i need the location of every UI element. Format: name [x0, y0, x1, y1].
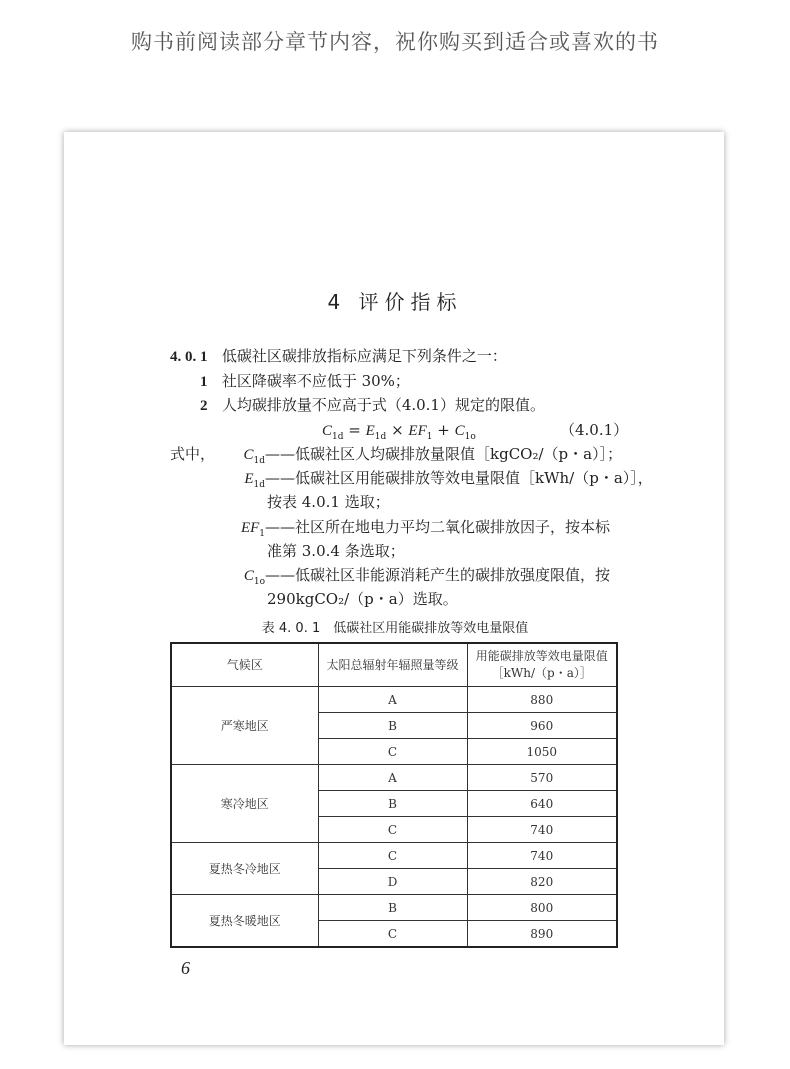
item-1: [200, 371, 410, 392]
grade-cell: C: [318, 843, 467, 869]
grade-cell: A: [318, 765, 467, 791]
def-line: 准第 3.0.4 条选取；: [267, 542, 405, 560]
preview-banner: 购书前阅读部分章节内容，祝你购买到适合或喜欢的书: [131, 30, 659, 54]
header-radiation-grade: 太阳总辐射年辐照量等级: [318, 643, 467, 687]
symbol-ef1: $EF_1$: [240, 520, 265, 539]
limit-cell: 890: [467, 921, 617, 948]
header-limit: [467, 643, 617, 687]
item-2: [200, 395, 545, 416]
def-line: ——低碳社区非能源消耗产生的碳排放强度限值，按: [265, 566, 611, 584]
limit-cell: 1050: [467, 739, 617, 765]
grade-cell: C: [318, 817, 467, 843]
clause-line: [170, 346, 507, 367]
def-line: 290kgCO₂/（p・a）选取。: [267, 590, 458, 608]
limit-cell: 960: [467, 713, 617, 739]
grade-cell: B: [318, 713, 467, 739]
chapter-name: 评价指标: [358, 290, 463, 314]
item-number: 2: [200, 398, 208, 414]
page-number: 6: [181, 958, 190, 978]
limit-cell: 880: [467, 687, 617, 713]
climate-zone-cell: 寒冷地区: [171, 765, 318, 843]
table-row: [171, 687, 617, 713]
def-line: 按表 4.0.1 选取；: [267, 493, 390, 511]
grade-cell: B: [318, 895, 467, 921]
header-limit-name: 用能碳排放等效电量限值: [475, 649, 608, 663]
limit-cell: 740: [467, 843, 617, 869]
symbol-c1o: $C_{1o}$: [243, 568, 265, 587]
chapter-title: [0, 286, 790, 315]
def-line: ——低碳社区人均碳排放量限值［kgCO₂/（p・a）］；: [265, 445, 623, 463]
table-row: [171, 843, 617, 869]
def-line: ——社区所在地电力平均二氧化碳排放因子，按本标: [265, 518, 611, 536]
climate-zone-cell: 夏热冬暖地区: [171, 895, 318, 948]
clause-text: 低碳社区碳排放指标应满足下列条件之一：: [221, 347, 507, 365]
limit-cell: 820: [467, 869, 617, 895]
limits-table: [170, 642, 618, 948]
chapter-number: 4: [327, 290, 347, 314]
climate-zone-cell: 严寒地区: [171, 687, 318, 765]
limit-cell: 800: [467, 895, 617, 921]
symbol-c1d: $C_{1d}$: [243, 447, 265, 466]
item-number: 1: [200, 374, 208, 390]
header-climate-zone: 气候区: [171, 643, 318, 687]
grade-cell: D: [318, 869, 467, 895]
climate-zone-cell: 夏热冬冷地区: [171, 843, 318, 895]
limit-cell: 570: [467, 765, 617, 791]
item-text: 人均碳排放量不应高于式（4.0.1）规定的限值。: [221, 396, 545, 414]
clause-number: 4. 0. 1: [170, 349, 208, 365]
table-row: [171, 895, 617, 921]
grade-cell: B: [318, 791, 467, 817]
table-header-row: [171, 643, 617, 687]
def-line: ——低碳社区用能碳排放等效电量限值［kWh/（p・a）］，: [265, 469, 653, 487]
grade-cell: A: [318, 687, 467, 713]
header-limit-unit: ［kWh/（p・a）］: [491, 666, 592, 680]
limit-cell: 640: [467, 791, 617, 817]
item-text: 社区降碳率不应低于 30%；: [221, 372, 410, 390]
where-prefix: 式中，: [170, 445, 216, 463]
table-caption: 表 4. 0. 1 低碳社区用能碳排放等效电量限值: [261, 621, 529, 636]
formula: $C_{1d} = E_{1d} \times EF_1 + C_{1o}$: [322, 421, 476, 442]
limit-cell: 740: [467, 817, 617, 843]
grade-cell: C: [318, 921, 467, 948]
grade-cell: C: [318, 739, 467, 765]
table-row: [171, 765, 617, 791]
symbol-e1d: $E_{1d}$: [244, 471, 265, 490]
formula-number: （4.0.1）: [560, 421, 629, 439]
